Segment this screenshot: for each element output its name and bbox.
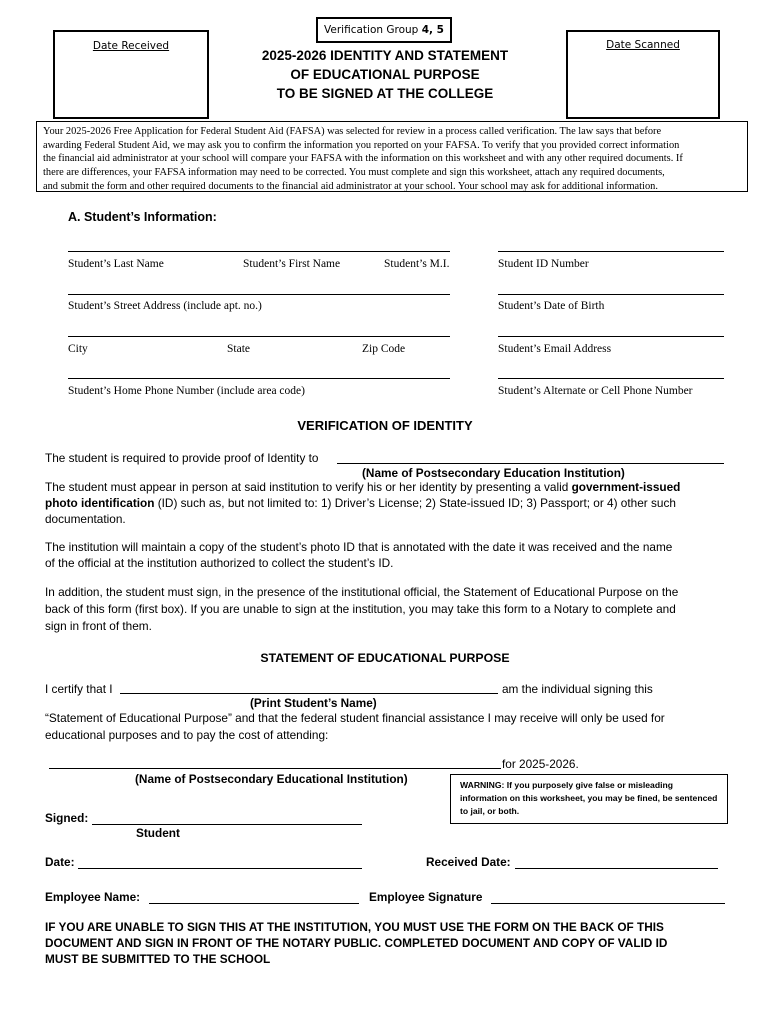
statement-line3: educational purposes and to pay the cost of attending: xyxy=(45,728,329,742)
warning-text: WARNING: If you purposely give false or misleading information on this worksheet, you may be fined, be sentenced to jail, or both. xyxy=(460,780,718,816)
certify-end: am the individual signing this xyxy=(502,682,653,696)
page-title xyxy=(220,46,550,103)
identity-p4-line2: back of this form (first box). If you are unable to sign at the institution, you may take this form to a Notary to complete and xyxy=(45,602,676,616)
student-id-line[interactable] xyxy=(498,251,724,252)
intro-line4: there are differences, your FAFSA information may need to be corrected. You must complete and sign this worksheet, attach any required documents, xyxy=(43,167,665,179)
home-phone-label: Student’s Home Phone Number (include area code) xyxy=(68,385,305,397)
warning-box xyxy=(450,774,728,824)
footer-line2: DOCUMENT AND SIGN IN FRONT OF THE NOTARY PUBLIC. COMPLETED DOCUMENT AND COPY OF VALID ID xyxy=(45,936,668,950)
street-label: Student’s Street Address (include apt. no.) xyxy=(68,300,262,312)
mi-label: Student’s M.I. xyxy=(384,258,450,270)
date-line[interactable] xyxy=(78,868,362,869)
email-label: Student’s Email Address xyxy=(498,343,612,355)
first-name-label: Student’s First Name xyxy=(243,258,341,270)
intro-line3: the financial aid administrator at your school will compare your FAFSA with the information on this worksheet and with any other required documents. If xyxy=(43,153,683,165)
statement-institution-line[interactable] xyxy=(49,768,501,769)
identity-p2-line2b: (ID) such as, but not limited to: 1) Driver’s License; 2) State-issued ID; 3) Passport; or 4) other such xyxy=(154,496,676,510)
identity-p2-line3: documentation. xyxy=(45,512,126,526)
street-line[interactable] xyxy=(68,294,450,295)
date-scanned-box[interactable] xyxy=(566,30,720,119)
date-scanned-label: Date Scanned xyxy=(606,39,680,51)
received-date-label: Received Date: xyxy=(426,855,511,869)
identity-p1: The student is required to provide proof of Identity to xyxy=(45,451,319,465)
statement-institution-caption: (Name of Postsecondary Educational Institution) xyxy=(135,772,408,786)
identity-p2-line2a: photo identification xyxy=(45,496,155,510)
footer-line3: MUST BE SUBMITTED TO THE SCHOOL xyxy=(45,952,271,966)
employee-signature-line[interactable] xyxy=(491,903,725,904)
for-year: for 2025-2026. xyxy=(502,757,579,771)
footer-line1: IF YOU ARE UNABLE TO SIGN THIS AT THE INSTITUTION, YOU MUST USE THE FORM ON THE BACK OF THIS xyxy=(45,920,664,934)
footer-notice xyxy=(45,919,745,967)
student-caption: Student xyxy=(136,826,180,840)
print-name-line[interactable] xyxy=(120,693,498,694)
alt-phone-label: Student’s Alternate or Cell Phone Number xyxy=(498,385,693,397)
identity-p4-line3: sign in front of them. xyxy=(45,619,152,633)
student-id-label: Student ID Number xyxy=(498,258,589,270)
intro-line5: and submit the form and other required documents to the financial aid administrator at your school. Your school may ask for additional information. xyxy=(43,180,658,192)
identity-p2 xyxy=(45,479,735,527)
identity-p2-line1a: The student must appear in person at said institution to verify his or her identity by presenting a valid xyxy=(45,480,569,494)
signature-line[interactable] xyxy=(92,824,362,825)
zip-label: Zip Code xyxy=(362,343,406,355)
intro-line2: awarding Federal Student Aid, we may ask you to confirm the information you reported on your FAFSA. To verify that you provided correct information xyxy=(43,139,680,151)
dob-label: Student’s Date of Birth xyxy=(498,300,605,312)
signed-label: Signed: xyxy=(45,811,89,825)
city-state-zip-line[interactable] xyxy=(68,336,450,337)
date-received-box[interactable] xyxy=(53,30,209,119)
email-line[interactable] xyxy=(498,336,724,337)
intro-text-box xyxy=(36,121,748,192)
identity-p4 xyxy=(45,584,745,635)
state-label: State xyxy=(227,343,250,355)
identity-p2-line1b: government-issued xyxy=(571,480,681,494)
dob-line[interactable] xyxy=(498,294,724,295)
employee-name-line[interactable] xyxy=(149,903,359,904)
section-a-heading: A. Student’s Information: xyxy=(68,210,217,224)
received-date-line[interactable] xyxy=(515,868,718,869)
identity-heading: VERIFICATION OF IDENTITY xyxy=(297,418,473,433)
certify-start: I certify that I xyxy=(45,682,113,696)
intro-line1: Your 2025-2026 Free Application for Federal Student Aid (FAFSA) was selected for review in a process called verification. The law says that before xyxy=(43,126,662,137)
institution-caption: (Name of Postsecondary Education Institution) xyxy=(362,466,625,480)
home-phone-line[interactable] xyxy=(68,378,450,379)
last-name-label: Student’s Last Name xyxy=(68,258,164,270)
employee-name-label: Employee Name: xyxy=(45,890,141,904)
institution-name-line[interactable] xyxy=(337,463,724,464)
print-name-caption: (Print Student’s Name) xyxy=(250,696,377,710)
title-line3: TO BE SIGNED AT THE COLLEGE xyxy=(276,86,494,101)
verification-group-label: Verification Group xyxy=(324,24,419,36)
title-line2: OF EDUCATIONAL PURPOSE xyxy=(290,67,480,82)
identity-p3 xyxy=(45,539,745,571)
alt-phone-line[interactable] xyxy=(498,378,724,379)
title-line1: 2025-2026 IDENTITY AND STATEMENT xyxy=(261,48,509,63)
city-label: City xyxy=(68,343,88,355)
statement-heading: STATEMENT OF EDUCATIONAL PURPOSE xyxy=(260,651,510,665)
identity-p3-line1: The institution will maintain a copy of the student’s photo ID that is annotated with the date it was received and the name xyxy=(45,540,673,554)
verification-group-box xyxy=(316,17,452,43)
date-received-label: Date Received xyxy=(92,40,170,52)
identity-p4-line1: In addition, the student must sign, in the presence of the institutional official, the Statement of Educational Purpose on the xyxy=(45,585,679,599)
identity-p3-line2: of the official at the institution authorized to collect the student’s ID. xyxy=(45,556,394,570)
statement-line2: “Statement of Educational Purpose” and that the federal student financial assistance I may receive will only be used for xyxy=(45,711,665,725)
employee-signature-label: Employee Signature xyxy=(369,890,483,904)
verification-group-value: 4, 5 xyxy=(421,24,444,36)
date-label: Date: xyxy=(45,855,75,869)
name-line[interactable] xyxy=(68,251,450,252)
